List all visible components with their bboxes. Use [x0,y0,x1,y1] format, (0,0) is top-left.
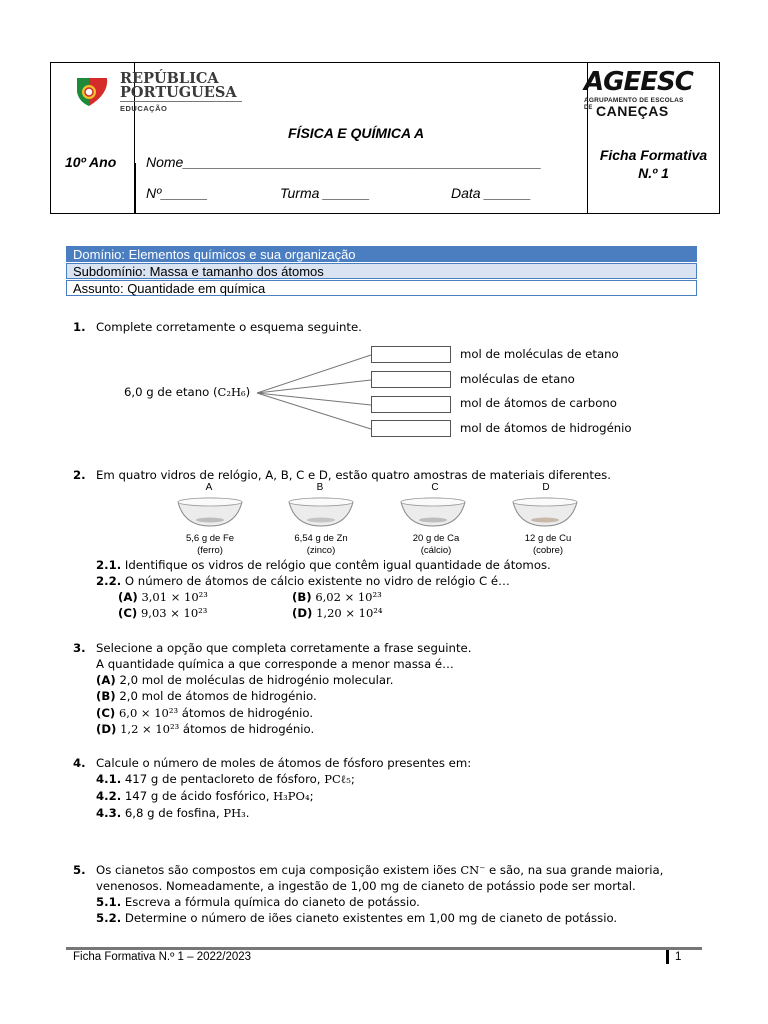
option-value: 2,0 mol de moléculas de hidrogénio molecular. [119,673,394,687]
question-4-1 [96,771,355,787]
question-2-1 [96,557,551,573]
q1-scheme-lines [255,350,375,440]
class-field[interactable]: Turma ______ [280,185,371,201]
number-field[interactable]: Nº______ [146,185,208,201]
question-text: Em quatro vidros de relógio, A, B, C e D, estão quatro amostras de materiais diferentes. [96,468,611,482]
q1-line-1 [257,355,371,393]
q1-answer-box-3[interactable] [371,396,451,413]
option-value: 1,20 × 10²⁴ [316,606,383,620]
footer-text: Ficha Formativa N.º 1 – 2022/2023 [73,951,252,963]
domain-row: Domínio: Elementos químicos e sua organização [66,246,697,262]
glass-name-b: (zinco) [306,545,336,556]
sub-formula: PCℓ₅ [324,772,351,786]
question-4-3 [96,805,249,821]
question-number: 5. [73,863,86,877]
option-value: 3,01 × 10²³ [141,590,208,604]
option-value: átomos de hidrogénio. [178,706,314,720]
glass-letter-b: B [316,482,324,493]
question-5-2 [96,910,617,926]
date-field[interactable]: Data ______ [451,185,532,201]
q1-line-2 [257,380,371,393]
question-text: Selecione a opção que completa corretamente a frase seguinte. [96,641,472,655]
glass-mass-a: 5,6 g de Fe [185,533,235,544]
question-2-2 [96,573,510,589]
option-label: (D) [292,606,313,620]
sub-formula: H₃PO₄ [273,789,310,803]
q1-line-3 [257,393,371,405]
q1-source [124,384,250,400]
ministry-label: EDUCAÇÃO [120,104,168,113]
watch-glass-c [399,496,467,528]
q2-option-b[interactable] [292,589,382,605]
glass-letter-a: A [205,482,213,493]
school-logo-main: AGEESC [584,67,693,97]
sub-text: 6,8 g de fosfina, [124,806,224,820]
option-label: (C) [96,706,116,720]
option-label: (A) [118,590,138,604]
q2-option-d[interactable] [292,605,383,621]
subdomain-row: Subdomínio: Massa e tamanho dos átomos [66,263,697,279]
q1-line-4 [257,393,371,429]
header-divider-left [135,163,136,213]
grade-label: 10º Ano [65,154,117,170]
q3-option-b[interactable] [96,688,317,704]
q1-target-3: mol de átomos de carbono [460,396,617,410]
q1-answer-box-4[interactable] [371,420,451,437]
school-logo-sub2-prefix: DE [584,105,593,111]
footer-page-divider [666,950,669,964]
sheet-title-line2: N.º 1 [638,165,669,181]
school-logo-sub1: AGRUPAMENTO DE ESCOLAS [584,97,684,104]
sub-text: Determine o número de iões cianeto existentes em 1,00 mg de cianeto de potássio. [124,911,618,925]
glass-name-d: (cobre) [532,545,564,556]
sub-formula: PH₃ [223,806,246,820]
sub-number: 5.2. [96,911,122,925]
question-text: Complete corretamente o esquema seguinte. [96,320,362,334]
question-number: 2. [73,468,86,482]
watch-glass-a [176,496,244,528]
sheet-title-line1: Ficha Formativa [599,147,708,163]
watch-glass-d [511,496,579,528]
option-label: (A) [96,673,116,687]
q1-answer-box-2[interactable] [371,371,451,388]
glass-mass-b: 6,54 g de Zn [294,533,348,544]
question-4-2 [96,788,314,804]
sub-text: Identifique os vidros de relógio que contêm igual quantidade de átomos. [124,558,551,572]
footer-rule [66,947,702,950]
sub-number: 5.1. [96,895,122,909]
sub-text: O número de átomos de cálcio existente no vidro de relógio C é… [124,574,510,588]
ion-formula: CN⁻ [460,863,486,877]
option-label: (B) [96,689,116,703]
question-text: Calcule o número de moles de átomos de fósforo presentes em: [96,756,472,770]
republic-underline [120,101,242,102]
glass-name-c: (cálcio) [420,545,452,556]
question-number: 1. [73,320,86,334]
question-text [96,862,663,878]
republic-line2: PORTUGUESA [120,84,237,101]
republic-emblem-icon [73,72,113,110]
question-text-a: Os cianetos são compostos em cuja composição existem iões [96,863,461,877]
subject-row: Assunto: Quantidade em química [66,280,697,296]
option-label: (B) [292,590,312,604]
question-number: 4. [73,756,86,770]
question-5-1 [96,894,420,910]
q1-target-2: moléculas de etano [460,372,575,386]
q1-source-suffix: ) [245,385,251,399]
glass-mass-d: 12 g de Cu [524,533,572,544]
republic-title [120,72,237,100]
q3-option-a[interactable] [96,672,394,688]
sub-text: Escreva a fórmula química do cianeto de potássio. [124,895,420,909]
sub-end: . [245,806,250,820]
school-logo-sub2: CANEÇAS [596,103,669,119]
q2-option-a[interactable] [118,589,208,605]
footer-page-number: 1 [675,951,682,963]
glass-mass-c: 20 g de Ca [412,533,460,544]
glass-letter-d: D [542,482,550,493]
sub-number: 4.1. [96,772,122,786]
option-math: 6,0 × 10²³ [118,706,179,720]
q1-answer-box-1[interactable] [371,346,451,363]
republic-logo [73,72,113,110]
q1-source-prefix: 6,0 g de etano ( [124,385,218,399]
q3-option-d[interactable] [96,721,314,737]
question-5-text2: venenosos. Nomeadamente, a ingestão de 1,00 mg de cianeto de potássio pode ser mortal. [96,879,636,893]
sub-text: 147 g de ácido fosfórico, [124,789,274,803]
option-math: 1,2 × 10²³ [120,722,180,736]
question-number: 3. [73,641,86,655]
sub-number: 4.2. [96,789,122,803]
q3-option-c[interactable] [96,705,313,721]
sub-end: ; [350,772,355,786]
subject-title: FÍSICA E QUÍMICA A [288,125,425,141]
glass-letter-c: C [431,482,439,493]
q2-option-c[interactable] [118,605,207,621]
republic-line1: REPÚBLICA [120,70,219,87]
q1-target-1: mol de moléculas de etano [460,347,619,361]
q1-source-formula: C₂H₆ [217,385,246,399]
q1-target-4: mol de átomos de hidrogénio [460,421,632,435]
name-field[interactable]: Nome______________________________________________ [146,154,542,170]
option-value: 2,0 mol de átomos de hidrogénio. [119,689,317,703]
sub-end: ; [309,789,314,803]
sheet-title [587,146,720,182]
glass-name-a: (ferro) [197,545,223,556]
option-value: 6,02 × 10²³ [315,590,382,604]
sub-number: 2.2. [96,574,122,588]
option-value: 9,03 × 10²³ [140,606,208,620]
watch-glass-b [287,496,355,528]
option-value: átomos de hidrogénio. [179,722,315,736]
school-logo [584,68,704,120]
sub-number: 4.3. [96,806,122,820]
sub-text: 417 g de pentacloreto de fósforo, [124,772,325,786]
question-3-text2: A quantidade química a que corresponde a menor massa é… [96,657,454,671]
option-label: (D) [96,722,117,736]
question-text-b: e são, na sua grande maioria, [485,863,664,877]
option-label: (C) [118,606,138,620]
sub-number: 2.1. [96,558,122,572]
